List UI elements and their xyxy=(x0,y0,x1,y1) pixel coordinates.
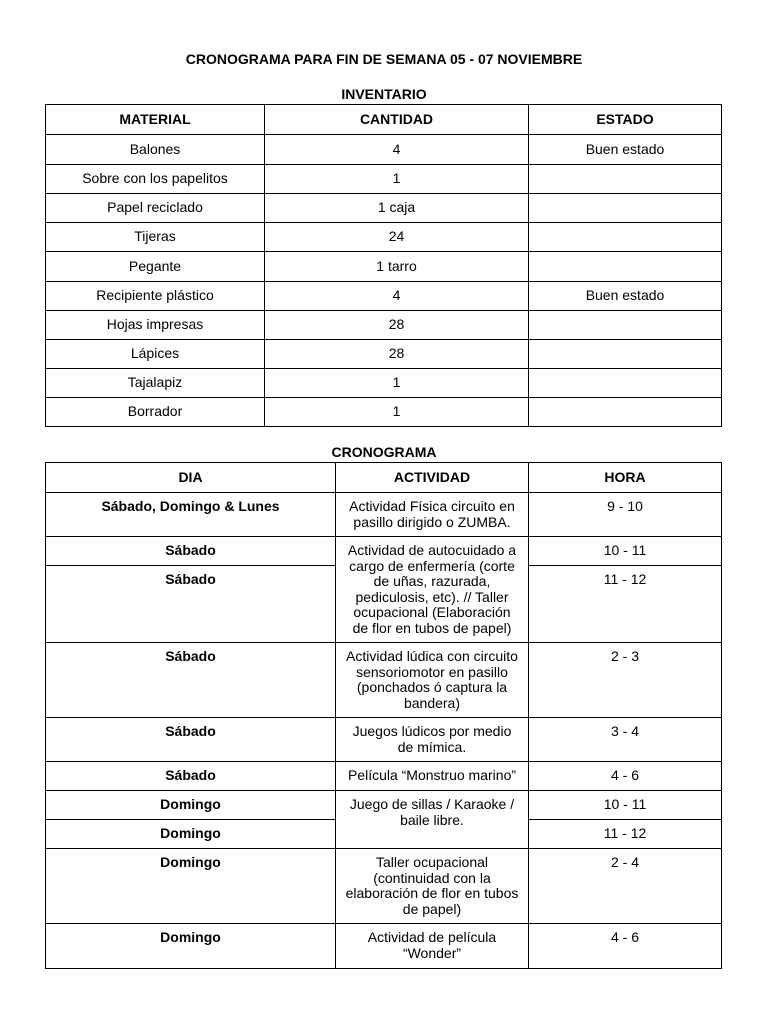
estado-cell xyxy=(529,252,721,281)
hora-cell: 10 - 11 xyxy=(529,791,721,819)
material-cell: Tajalapiz xyxy=(46,369,264,397)
actividad-text: Película “Monstruo marino” xyxy=(347,767,517,783)
dia-cell: Domingo xyxy=(46,924,335,968)
actividad-cell xyxy=(336,924,528,968)
estado-cell xyxy=(529,223,721,251)
cantidad-cell: 1 xyxy=(265,369,528,397)
material-cell: Sobre con los papelitos xyxy=(46,165,264,193)
estado-cell xyxy=(529,165,721,193)
dia-cell: Domingo xyxy=(46,849,335,923)
cantidad-cell: 4 xyxy=(265,135,528,164)
hora-cell: 2 - 3 xyxy=(529,643,721,717)
cantidad-cell: 1 xyxy=(265,165,528,193)
column-header-dia: DIA xyxy=(46,463,335,492)
column-header-hora: HORA xyxy=(529,463,721,492)
actividad-cell xyxy=(336,791,528,848)
material-cell: Papel reciclado xyxy=(46,194,264,222)
estado-cell: Buen estado xyxy=(529,135,721,164)
estado-cell: Buen estado xyxy=(529,282,721,310)
cantidad-cell: 28 xyxy=(265,311,528,339)
dia-cell: Sábado, Domingo & Lunes xyxy=(46,493,335,536)
cantidad-cell: 28 xyxy=(265,340,528,368)
actividad-cell xyxy=(336,762,528,790)
hora-cell: 9 - 10 xyxy=(529,493,721,536)
cantidad-cell: 4 xyxy=(265,282,528,310)
dia-cell: Domingo xyxy=(46,791,335,819)
actividad-text: Juego de sillas / Karaoke / baile libre. xyxy=(349,796,515,828)
material-cell: Hojas impresas xyxy=(46,311,264,339)
dia-cell: Sábado xyxy=(46,643,335,717)
cronograma-heading: CRONOGRAMA xyxy=(331,444,437,460)
dia-cell: Sábado xyxy=(46,566,335,642)
cantidad-cell: 1 xyxy=(265,398,528,426)
actividad-cell xyxy=(336,537,528,642)
cantidad-cell: 24 xyxy=(265,223,528,251)
hora-cell: 4 - 6 xyxy=(529,924,721,968)
column-header-cantidad: CANTIDAD xyxy=(265,105,528,134)
material-cell: Recipiente plástico xyxy=(46,282,264,310)
material-cell: Lápices xyxy=(46,340,264,368)
estado-cell xyxy=(529,398,721,426)
estado-cell xyxy=(529,369,721,397)
document-title: CRONOGRAMA PARA FIN DE SEMANA 05 - 07 NOVIEMBRE xyxy=(185,51,583,67)
cronograma-table xyxy=(45,462,722,969)
column-header-actividad: ACTIVIDAD xyxy=(336,463,528,492)
material-cell: Balones xyxy=(46,135,264,164)
actividad-text: Actividad lúdica con circuito sensoriomotor en pasillo (ponchados ó captura la bandera) xyxy=(346,648,518,711)
hora-cell: 4 - 6 xyxy=(529,762,721,790)
inventario-table xyxy=(45,104,722,427)
dia-cell: Sábado xyxy=(46,762,335,790)
hora-cell: 2 - 4 xyxy=(529,849,721,923)
estado-cell xyxy=(529,194,721,222)
estado-cell xyxy=(529,311,721,339)
cantidad-cell: 1 caja xyxy=(265,194,528,222)
actividad-cell xyxy=(336,493,528,536)
column-header-material: MATERIAL xyxy=(46,105,264,134)
dia-cell: Domingo xyxy=(46,820,335,848)
actividad-text: Taller ocupacional (continuidad con la elaboración de flor en tubos de papel) xyxy=(345,854,519,917)
cantidad-cell: 1 tarro xyxy=(265,252,528,281)
hora-cell: 10 - 11 xyxy=(529,537,721,565)
actividad-text: Actividad de autocuidado a cargo de enfermería (corte de uñas, razurada, pediculosis, etc). // Taller ocupacional (Elaboración de flor en tubos de papel) xyxy=(347,542,517,636)
material-cell: Tijeras xyxy=(46,223,264,251)
hora-cell: 11 - 12 xyxy=(529,820,721,848)
actividad-cell xyxy=(336,643,528,717)
estado-cell xyxy=(529,340,721,368)
actividad-text: Actividad Física circuito en pasillo dirigido o ZUMBA. xyxy=(349,498,515,530)
hora-cell: 11 - 12 xyxy=(529,566,721,642)
actividad-cell xyxy=(336,849,528,923)
actividad-text: Juegos lúdicos por medio de mímica. xyxy=(352,723,512,755)
hora-cell: 3 - 4 xyxy=(529,718,721,761)
material-cell: Pegante xyxy=(46,252,264,281)
actividad-cell xyxy=(336,718,528,761)
actividad-text: Actividad de película “Wonder” xyxy=(367,929,497,961)
dia-cell: Sábado xyxy=(46,718,335,761)
material-cell: Borrador xyxy=(46,398,264,426)
column-header-estado: ESTADO xyxy=(529,105,721,134)
dia-cell: Sábado xyxy=(46,537,335,565)
inventario-heading: INVENTARIO xyxy=(341,86,427,102)
